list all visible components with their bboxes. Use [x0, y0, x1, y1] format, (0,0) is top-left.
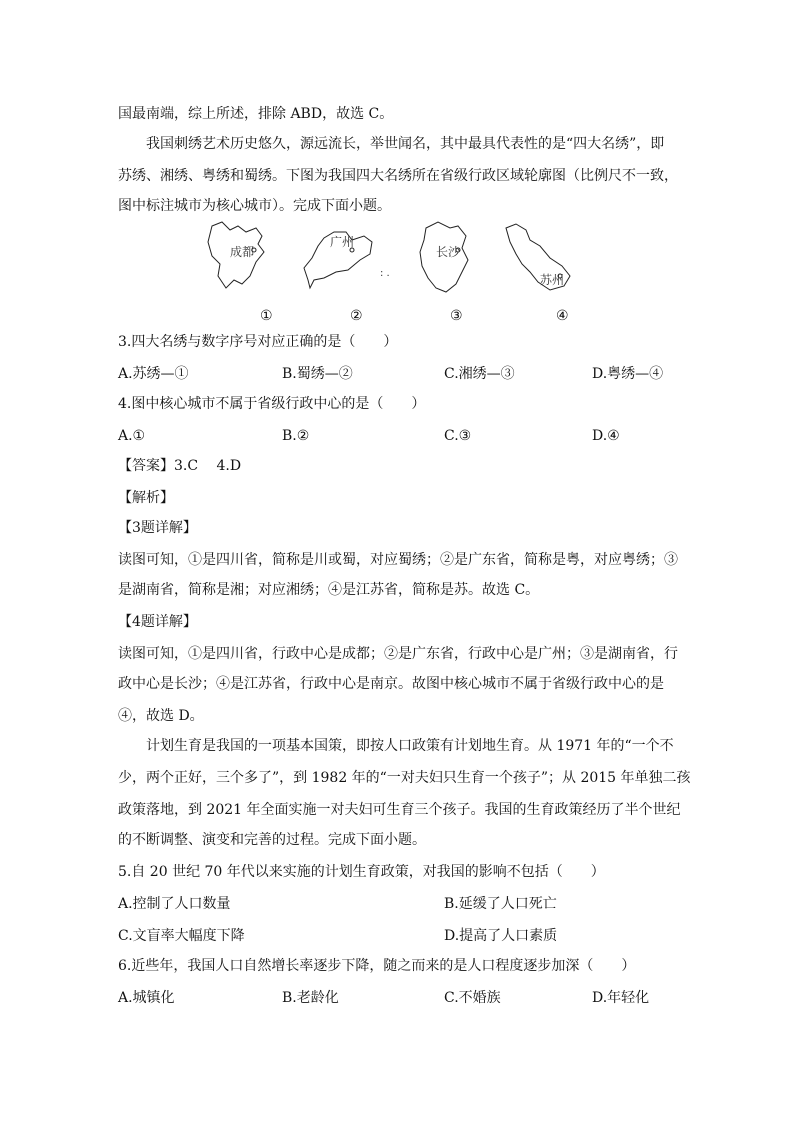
q6-option-d: D.年轻化: [592, 990, 650, 1006]
q4-option-b: B.②: [282, 428, 310, 444]
question-5-stem: 5.自 20 世纪 70 年代以来实施的计划生育政策，对我国的影响不包括（ ）: [118, 864, 605, 880]
text-line: 苏绣、湘绣、粤绣和蜀绣。下图为我国四大名绣所在省级行政区域轮廓图（比例尺不一致，: [118, 168, 678, 184]
passage-2-line-1: 计划生育是我国的一项基本国策，即按人口政策有计划地生育。从 1971 年的“一个不: [146, 738, 674, 754]
map-number-3: ③: [450, 308, 463, 324]
q5-option-a: A.控制了人口数量: [118, 896, 231, 912]
q3-detail-text: 读图可知，①是四川省，简称是川或蜀，对应蜀绣；②是广东省，简称是粤，对应粤绣；③: [118, 552, 678, 568]
map-number-2: ②: [350, 308, 363, 324]
q4-detail-text-2: 政中心是长沙；④是江苏省，行政中心是南京。故图中核心城市不属于省级行政中心的是: [118, 676, 664, 692]
passage-2-line-3: 政策落地，到 2021 年全面实施一对夫妇可生育三个孩子。我国的生育政策经历了半个世纪: [118, 802, 681, 818]
city-label-suzhou: 苏州: [540, 273, 565, 287]
q6-option-a: A.城镇化: [118, 990, 175, 1006]
q4-detail-text: 读图可知，①是四川省，行政中心是成都；②是广东省，行政中心是广州；③是湖南省，行: [118, 646, 678, 662]
svg-text:: .: : .: [380, 268, 390, 279]
question-3-stem: 3.四大名绣与数字序号对应正确的是（ ）: [118, 334, 398, 350]
q5-option-b: B.延缓了人口死亡: [444, 896, 557, 912]
city-label-changsha: 长沙: [436, 245, 461, 259]
text-line: 图中标注城市为核心城市）。完成下面小题。: [118, 198, 391, 214]
q3-detail-text-2: 是湖南省，简称是湘；对应湘绣；④是江苏省，简称是苏。故选 C。: [118, 582, 540, 598]
map-number-4: ④: [556, 308, 569, 324]
q5-option-c: C.文盲率大幅度下降: [118, 928, 245, 944]
passage-intro: 我国刺绣艺术历史悠久，源远流长，举世闻名，其中最具代表性的是“四大名绣”，即: [146, 136, 665, 152]
map-number-1: ①: [260, 308, 273, 324]
q4-detail-heading: 【4题详解】: [118, 614, 197, 630]
question-6-stem: 6.近些年，我国人口自然增长率逐步下降，随之而来的是人口程度逐步加深（ ）: [118, 958, 636, 974]
city-label-chengdu: 成都: [230, 245, 255, 259]
passage-2-line-4: 的不断调整、演变和完善的过程。完成下面小题。: [118, 832, 426, 848]
text-line: 国最南端，综上所述，排除 ABD，故选 C。: [118, 106, 394, 122]
analysis-heading: 【解析】: [118, 490, 174, 506]
q3-option-a: A.苏绣—①: [118, 366, 189, 382]
passage-2-line-2: 少，两个正好，三个多了”，到 1982 年的“一对夫妇只生育一个孩子”；从 2015 年单独二孩: [118, 770, 691, 786]
q4-option-c: C.③: [444, 428, 472, 444]
city-label-guangzhou: 广州: [330, 235, 355, 249]
q6-option-c: C.不婚族: [444, 990, 501, 1006]
q4-option-d: D.④: [592, 428, 620, 444]
q6-option-b: B.老龄化: [282, 990, 339, 1006]
q3-option-d: D.粤绣—④: [592, 366, 664, 382]
question-4-stem: 4.图中核心城市不属于省级行政中心的是（ ）: [118, 396, 426, 412]
q4-option-a: A.①: [118, 428, 146, 444]
q3-option-c: C.湘绣—③: [444, 366, 515, 382]
q4-detail-text-3: ④，故选 D。: [118, 708, 204, 724]
q3-detail-heading: 【3题详解】: [118, 520, 197, 536]
q3-option-b: B.蜀绣—②: [282, 366, 353, 382]
q5-option-d: D.提高了人口素质: [444, 928, 558, 944]
answer-line: 【答案】3.C 4.D: [118, 458, 242, 474]
